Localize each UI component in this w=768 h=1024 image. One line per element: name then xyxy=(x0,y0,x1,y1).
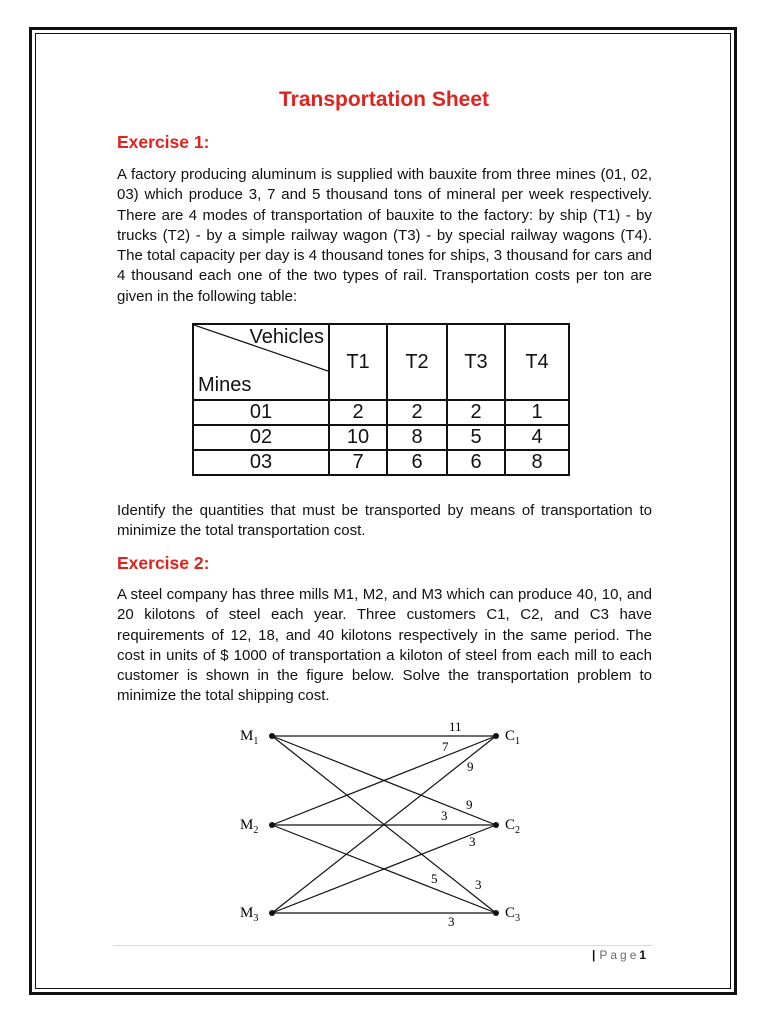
cost-cell: 6 xyxy=(387,450,447,475)
node-c3 xyxy=(493,910,499,916)
cost-label-m3-c2: 3 xyxy=(469,834,476,849)
exercise-1-heading: Exercise 1: xyxy=(117,132,210,152)
row-mine-label: 01 xyxy=(193,400,329,425)
corner-label-vehicles: Vehicles xyxy=(249,326,324,348)
cost-label-m1-c2: 9 xyxy=(466,797,473,812)
cost-label-m1-c1: 11 xyxy=(449,719,462,734)
row-mine-label: 02 xyxy=(193,425,329,450)
cost-label-m3-c1: 9 xyxy=(467,759,474,774)
cost-label-m3-c3: 3 xyxy=(448,914,455,929)
label-c2: $C_2$ xyxy=(505,817,521,836)
column-header: T1 xyxy=(329,324,387,400)
cost-table-corner-cell xyxy=(193,324,329,400)
cost-cell: 10 xyxy=(329,425,387,450)
cost-label-m2-c1: 7 xyxy=(442,739,449,754)
label-c1: $C_1$ xyxy=(505,728,521,747)
cost-cell: 1 xyxy=(505,400,569,425)
cost-cell: 8 xyxy=(387,425,447,450)
page-number: 1 xyxy=(639,948,647,962)
label-m1: $M_1$ xyxy=(240,728,259,747)
cost-cell: 2 xyxy=(387,400,447,425)
node-c2 xyxy=(493,822,499,828)
label-m2: $M_2$ xyxy=(240,817,259,836)
exercise-1-intro: A factory producing aluminum is supplied with bauxite from three mines (01, 02, 03) which produce 3, 7 and 5 thousand tons of mineral per week respectively. There are 4 modes of transportation of bauxite to the factory: by ship (T1) - by trucks (T2) - by a simple railway wagon (T3) - by special railway wagons (T4). The total capacity per day is 4 thousand tones for ships, 3 thousand for cars and 4 thousand each one of the two types of rail. Transportation costs per ton are given in the following table: xyxy=(117,166,652,305)
node-c1 xyxy=(493,733,499,739)
column-header: T4 xyxy=(505,324,569,400)
cost-cell: 2 xyxy=(329,400,387,425)
row-mine-label: 03 xyxy=(193,450,329,475)
cost-table-header-row xyxy=(193,324,569,400)
cost-cell: 2 xyxy=(447,400,505,425)
cost-cell: 8 xyxy=(505,450,569,475)
exercise-1-question: Identify the quantities that must be transported by means of transportation to minimize the total transportation cost. xyxy=(117,502,652,540)
footer-divider xyxy=(113,945,653,946)
cost-label-m2-c2: 3 xyxy=(441,808,448,823)
node-m2 xyxy=(269,822,275,828)
footer-page-label: Page xyxy=(599,948,640,962)
label-m3: $M_3$ xyxy=(240,905,259,924)
label-c3: $C_3$ xyxy=(505,905,521,924)
exercise-2-heading: Exercise 2: xyxy=(117,553,210,573)
page-footer xyxy=(592,948,646,962)
node-m1 xyxy=(269,733,275,739)
cost-cell: 7 xyxy=(329,450,387,475)
footer-bar: | xyxy=(592,948,600,962)
table-row xyxy=(193,425,569,450)
table-row xyxy=(193,450,569,475)
cost-label-m1-c3: 3 xyxy=(475,877,482,892)
corner-label-mines: Mines xyxy=(198,374,252,396)
transport-network-diagram xyxy=(230,718,540,933)
exercise-2-intro: A steel company has three mills M1, M2, and M3 which can produce 40, 10, and 20 kilotons of steel each year. Three customers C1, C2, and C3 have requirements of 12, 18, and 40 kilotons respectively in the same period. The cost in units of $ 1000 of transportation a kiloton of steel from each mill to each customer is shown in the figure below. Solve the transportation problem to minimize the total shipping cost. xyxy=(117,586,652,705)
page-title: Transportation Sheet xyxy=(278,88,490,111)
cost-label-m2-c3: 5 xyxy=(431,871,438,886)
cost-cell: 5 xyxy=(447,425,505,450)
table-row xyxy=(193,400,569,425)
column-header: T2 xyxy=(387,324,447,400)
cost-cell: 6 xyxy=(447,450,505,475)
node-m3 xyxy=(269,910,275,916)
cost-table xyxy=(192,323,570,476)
cost-cell: 4 xyxy=(505,425,569,450)
column-header: T3 xyxy=(447,324,505,400)
